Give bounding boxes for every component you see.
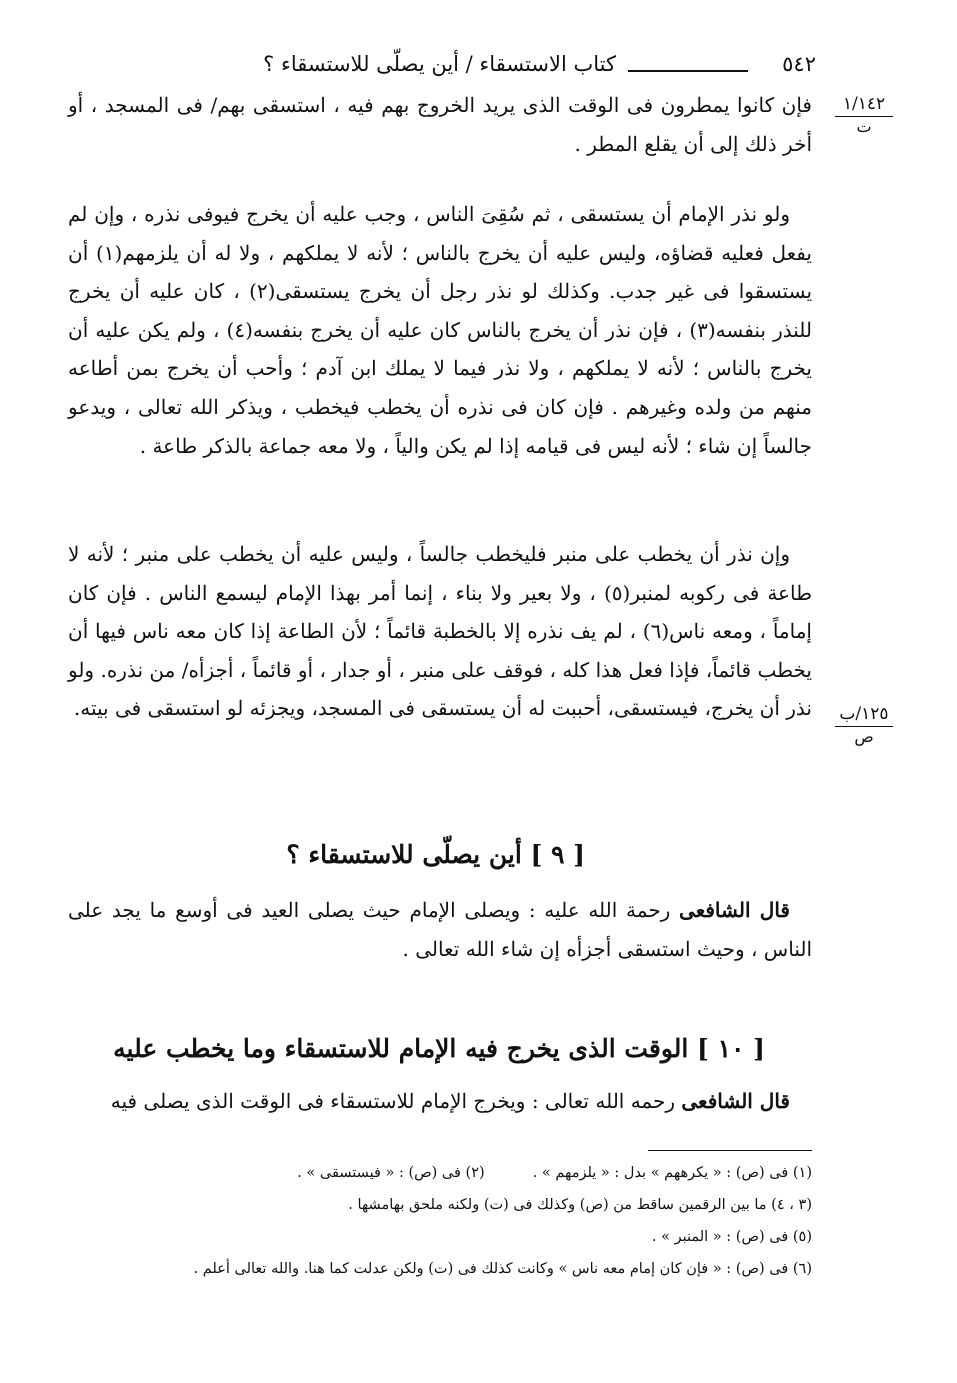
margin-note-siglum: ص <box>854 727 874 746</box>
footnote-line-3 <box>652 1229 812 1245</box>
page-header <box>64 48 816 88</box>
footnote-2: (٢) فى (ص) : « فيستسقى » . <box>297 1165 485 1181</box>
footnote-5: (٥) فى (ص) : « المنبر » . <box>651 1229 812 1245</box>
margin-note-folio: ١/١٤٢ <box>842 94 886 114</box>
section-9-lead: قال الشافعى <box>679 898 790 922</box>
footnote-3-4: (٣ ، ٤) ما بين الرقمين ساقط من (ص) وكذلك فى (ت) ولكنه ملحق بهامشها . <box>348 1197 812 1213</box>
section-heading-9: [ ٩ ] أين يصلّى للاستسقاء ؟ <box>286 840 585 869</box>
footnote-line-1 <box>297 1165 812 1181</box>
margin-note-manuscript-t <box>835 94 893 136</box>
section-10-text <box>68 1082 812 1121</box>
paragraph-vow-of-imam: ولو نذر الإمام أن يستسقى ، ثم سُقِىَ الناس ، وجب عليه أن يخرج فيوفى نذره ، وإن لم يفعل فعليه قضاؤه، وليس عليه أن يخرج بالناس ؛ لأنه لا يملكهم ، ولا له أن يلزمهم(١) أن يستسقوا فى غير جدب. وكذلك لو نذر رجل أن يخرج يستسقى(٢) ، كان عليه أن يخرج للنذر بنفسه(٣) ، فإن نذر أن يخرج بالناس كان عليه أن يخرج بنفسه(٤) ، ولم يكن عليه أن يخرج بالناس ؛ لأنه لا يملكهم ، ولا نذر فيما لا يملك ابن آدم ؛ وأحب أن يخرج بمن أطاعه منهم من ولده وغيرهم . فإن كان فى نذره أن يخطب فيخطب ، ويذكر الله تعالى ، ويدعو جالساً إن شاء ؛ لأنه ليس فى قيامه إذا لم يكن والياً ، ولا معه جماعة بالذكر طاعة . <box>68 202 813 458</box>
paragraph-vow-pulpit: وإن نذر أن يخطب على منبر فليخطب جالساً ، وليس عليه أن يخطب على منبر ؛ لأنه لا طاعة فى ركوبه لمنبر(٥) ، ولا بعير ولا بناء ، إنما أمر بهذا الإمام ليسمع الناس . فإن كان إماماً ، ومعه ناس(٦) ، لم يف نذره إلا بالخطبة قائماً ؛ لأن الطاعة إذا كان معه ناس فيها أن يخطب قائماً، فإذا فعل هذا كله ، فوقف على منبر ، أو جدار ، أو قائماً ، أجزأه/ من نذره. ولو نذر أن يخرج، فيستسقى، أحببت له أن يستسقى فى المسجد، ويجزئه لو استسقى فى بيته. <box>68 542 812 721</box>
margin-note-manuscript-s <box>835 704 893 746</box>
section-9-body: رحمة الله عليه : ويصلى الإمام حيث يصلى العيد فى أوسع ما يجد على الناس ، وحيث استسقى أجزأه إن شاء الله تعالى . <box>68 898 812 961</box>
footnote-line-2 <box>348 1197 812 1213</box>
paragraph-rain-delay: فإن كانوا يمطرون فى الوقت الذى يريد الخروج بهم فيه ، استسقى بهم/ فى المسجد ، أو أخر ذلك إلى أن يقلع المطر . <box>68 93 812 156</box>
footnote-line-4 <box>194 1261 812 1277</box>
footnote-separator <box>648 1150 812 1151</box>
footnote-6: (٦) فى (ص) : « فإن كان إمام معه ناس » وكانت كذلك فى (ت) ولكن عدلت كما هنا. والله تعالى أعلم . <box>193 1261 812 1277</box>
section-9-text <box>68 891 812 968</box>
section-heading-10: [ ١٠ ] الوقت الذى يخرج فيه الإمام للاستسقاء وما يخطب عليه <box>113 1034 765 1063</box>
header-rule <box>628 70 748 72</box>
footnote-1: (١) فى (ص) : « يكرههم » بدل : « يلزمهم » . <box>532 1165 812 1181</box>
section-10-lead: قال الشافعى <box>681 1089 790 1113</box>
margin-note-folio: ١٢٥/ب <box>839 704 889 724</box>
section-10-body: رحمه الله تعالى : ويخرج الإمام للاستسقاء فى الوقت الذى يصلى فيه <box>110 1089 682 1113</box>
margin-note-siglum: ت <box>856 117 872 136</box>
running-title: كتاب الاستسقاء / أين يصلّى للاستسقاء ؟ <box>263 52 616 76</box>
page-number: ٥٤٢ <box>782 52 816 76</box>
